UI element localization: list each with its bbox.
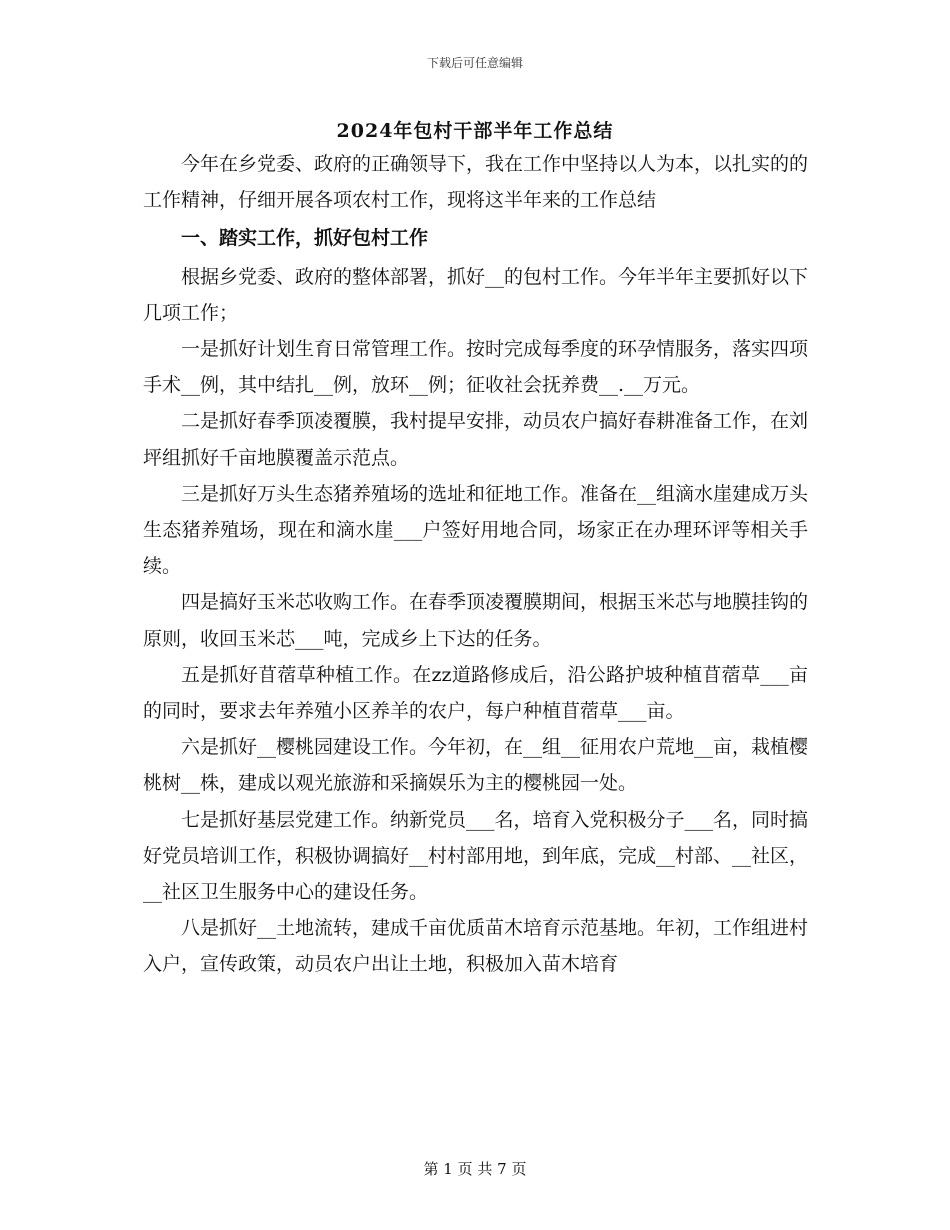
body-paragraph: 六是抓好__樱桃园建设工作。今年初，在__组__征用农户荒地__亩，栽植樱桃树__株，建成以观光旅游和采摘娱乐为主的樱桃园一处。 [143,736,809,795]
page-number-footer: 第 1 页 共 7 页 [423,1160,527,1178]
body-paragraph: 七是抓好基层党建工作。纳新党员___名，培育入党积极分子___名，同时搞好党员培训工作，积极协调搞好__村村部用地，到年底，完成__村部、__社区，__社区卫生服务中心的建设任务。 [143,808,809,904]
body-paragraph: 八是抓好__土地流转，建成千亩优质苗木培育示范基地。年初，工作组进村入户，宣传政策，动员农户出让土地，积极加入苗木培育 [143,917,809,976]
intro-paragraph: 今年在乡党委、政府的正确领导下，我在工作中坚持以人为本，以扎实的的工作精神，仔细开展各项农村工作，现将这半年来的工作总结 [143,153,809,212]
body-paragraph: 四是搞好玉米芯收购工作。在春季顶凌覆膜期间，根据玉米芯与地膜挂钩的原则，收回玉米芯___吨，完成乡上下达的任务。 [143,591,809,650]
body-paragraph: 二是抓好春季顶凌覆膜，我村提早安排，动员农户搞好春耕准备工作，在刘坪组抓好千亩地膜覆盖示范点。 [143,410,809,469]
body-paragraph: 三是抓好万头生态猪养殖场的选址和征地工作。准备在__组滴水崖建成万头生态猪养殖场，现在和滴水崖___户签好用地合同，场家正在办理环评等相关手续。 [143,482,809,578]
body-paragraph: 五是抓好苜蓿草种植工作。在zz道路修成后，沿公路护坡种植苜蓿草___亩的同时，要求去年养殖小区养羊的农户，每户种植苜蓿草___亩。 [143,663,808,723]
page-header-note: 下载后可任意编辑 [426,56,523,70]
body-paragraph: 根据乡党委、政府的整体部署，抓好__的包村工作。今年半年主要抓好以下几项工作； [143,265,809,324]
document-title: 2024年包村干部半年工作总结 [336,120,614,142]
document-body [143,146,808,983]
body-paragraph: 一是抓好计划生育日常管理工作。按时完成每季度的环孕情服务，落实四项手术__例，其中结扎__例，放环__例；征收社会抚养费__.__万元。 [143,338,809,397]
section-heading: 一、踏实工作，抓好包村工作 [181,227,429,250]
